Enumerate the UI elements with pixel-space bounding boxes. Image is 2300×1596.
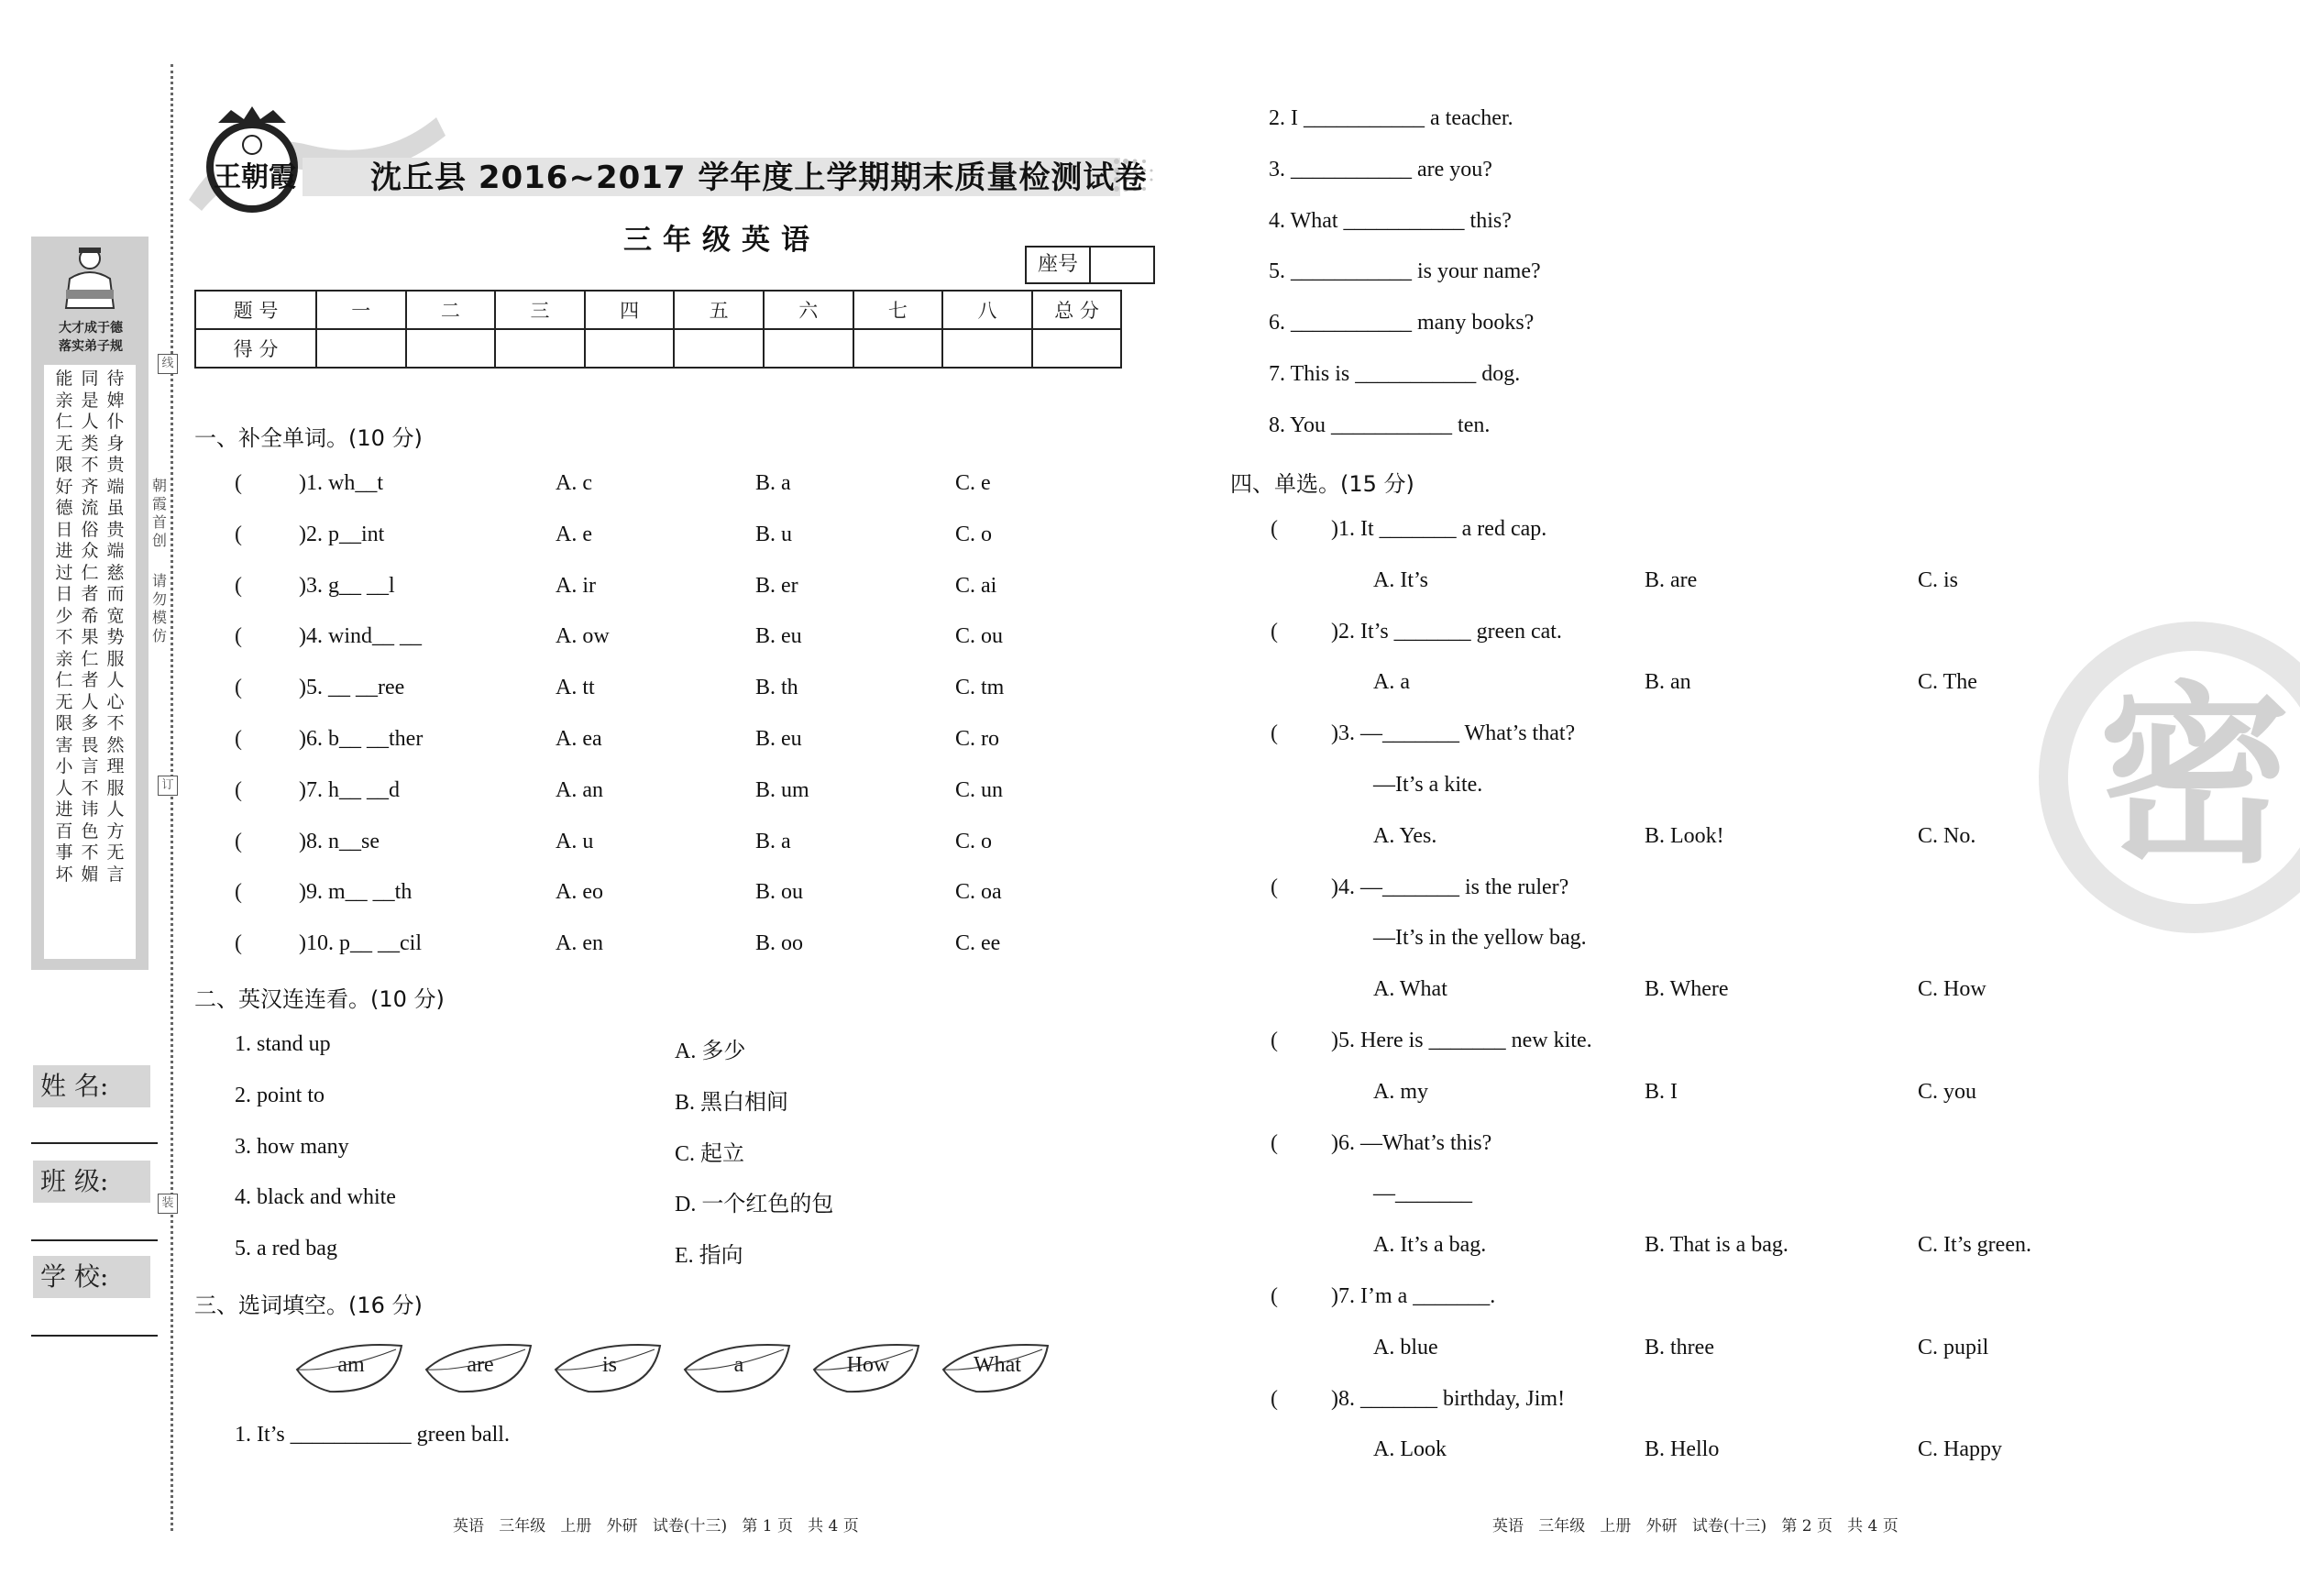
fill-item: 7. This is ___________ dog. bbox=[1269, 362, 1521, 386]
question-text: )3. g__ __l bbox=[299, 573, 395, 598]
option-c: C. oa bbox=[955, 880, 1002, 905]
answer-bracket[interactable]: ( bbox=[235, 727, 242, 751]
fill-item: 3. ___________ are you? bbox=[1269, 157, 1492, 182]
score-table-header-row bbox=[195, 291, 1121, 329]
score-header-cell: 一 bbox=[316, 291, 406, 329]
stamp-char: 密 bbox=[2097, 665, 2292, 889]
word-leaf bbox=[552, 1338, 666, 1397]
seat-number-label: 座号 bbox=[1027, 248, 1091, 282]
option-c: C. No. bbox=[1918, 823, 1976, 848]
option-c: C. Happy bbox=[1918, 1437, 2002, 1462]
word-leaf bbox=[293, 1338, 407, 1397]
question-text: )7. I’m a _______. bbox=[1331, 1284, 1496, 1308]
cut-mark-bind: 订 bbox=[158, 776, 178, 796]
fill-item: 5. ___________ is your name? bbox=[1269, 259, 1541, 284]
exam-subtitle: 三年级英语 bbox=[623, 224, 820, 257]
option-c: C. you bbox=[1918, 1079, 1977, 1104]
cut-mark-install: 装 bbox=[158, 1194, 178, 1214]
option-a: A. What bbox=[1373, 977, 1447, 1002]
answer-bracket[interactable]: ( bbox=[1271, 1284, 1278, 1308]
question-text: )8. _______ birthday, Jim! bbox=[1331, 1386, 1566, 1411]
motto-title bbox=[37, 319, 145, 356]
answer-bracket[interactable]: ( bbox=[235, 573, 242, 598]
answer-bracket[interactable]: ( bbox=[1271, 875, 1278, 899]
match-right-item: E. 指向 bbox=[675, 1244, 743, 1269]
option-b: B. an bbox=[1645, 670, 1691, 695]
score-cell[interactable] bbox=[674, 329, 764, 368]
question-text: )6. —What’s this? bbox=[1331, 1130, 1492, 1155]
question-text: )3. —_______ What’s that? bbox=[1331, 721, 1576, 746]
logo-text: 王朝霞 bbox=[214, 161, 296, 193]
option-c: C. pupil bbox=[1918, 1335, 1989, 1359]
answer-bracket[interactable]: ( bbox=[1271, 619, 1278, 644]
score-cell[interactable] bbox=[942, 329, 1032, 368]
option-b: B. a bbox=[755, 471, 791, 495]
score-cell[interactable] bbox=[764, 329, 853, 368]
match-left-item: 3. how many bbox=[235, 1134, 349, 1159]
option-b: B. Hello bbox=[1645, 1437, 1720, 1462]
option-a: A. an bbox=[556, 777, 603, 802]
option-b: B. I bbox=[1645, 1079, 1678, 1104]
option-c: C. How bbox=[1918, 977, 1986, 1002]
option-c: C. It’s green. bbox=[1918, 1233, 2031, 1258]
option-c: C. o bbox=[955, 522, 993, 546]
option-b: B. u bbox=[755, 522, 793, 546]
option-b: B. Look! bbox=[1645, 823, 1724, 848]
question-text: )4. —_______ is the ruler? bbox=[1331, 875, 1569, 899]
question-text: )2. It’s _______ green cat. bbox=[1331, 619, 1562, 644]
word-leaf bbox=[423, 1338, 536, 1397]
motto-title-line-1: 大才成于德 bbox=[59, 321, 123, 336]
question-text: )7. h__ __d bbox=[299, 777, 400, 802]
score-header-cell: 总 分 bbox=[1032, 291, 1122, 329]
score-header-cell: 八 bbox=[942, 291, 1032, 329]
score-table bbox=[194, 290, 1122, 369]
option-b: B. oo bbox=[755, 931, 804, 956]
leaf-word: What bbox=[974, 1353, 1021, 1377]
section-3-title: 三、选词填空。(16 分) bbox=[194, 1293, 423, 1318]
class-field[interactable] bbox=[31, 1239, 158, 1241]
motto-column-2: 同是人 类不齐 流俗众 仁者希 果仁者 人多畏 言不讳 色不媚 bbox=[81, 369, 99, 885]
option-c: C. ou bbox=[955, 624, 1004, 649]
option-b: B. um bbox=[755, 777, 809, 802]
section-4-title: 四、单选。(15 分) bbox=[1230, 471, 1414, 497]
score-header-cell: 三 bbox=[495, 291, 585, 329]
option-b: B. ou bbox=[755, 880, 804, 905]
match-right-item: D. 一个红色的包 bbox=[675, 1193, 834, 1217]
option-c: C. o bbox=[955, 829, 993, 853]
question-text: )4. wind__ __ bbox=[299, 624, 422, 649]
question-text: )5. __ __ree bbox=[299, 676, 405, 700]
motto-column-1: 能亲仁 无限好 德日进 过日少 不亲仁 无限害 小人进 百事坏 bbox=[55, 369, 73, 885]
option-b: B. Where bbox=[1645, 977, 1729, 1002]
vertical-note-1: 朝霞首创 bbox=[151, 477, 167, 549]
option-a: A. blue bbox=[1373, 1335, 1438, 1359]
option-c: C. ee bbox=[955, 931, 1001, 956]
score-header-cell: 五 bbox=[674, 291, 764, 329]
match-left-item: 1. stand up bbox=[235, 1032, 331, 1056]
score-header-cell: 题 号 bbox=[195, 291, 316, 329]
option-a: A. Look bbox=[1373, 1437, 1447, 1462]
leaf-word: is bbox=[601, 1353, 617, 1377]
question-text: )8. n__se bbox=[299, 829, 380, 853]
motto-title-line-2: 落实弟子规 bbox=[59, 339, 123, 354]
option-c: C. The bbox=[1918, 670, 1977, 695]
score-cell[interactable] bbox=[316, 329, 406, 368]
answer-bracket[interactable]: ( bbox=[235, 522, 242, 546]
seat-number-box bbox=[1025, 246, 1155, 284]
leaf-word: am bbox=[337, 1353, 365, 1377]
option-b: B. are bbox=[1645, 567, 1698, 592]
leaf-word: How bbox=[846, 1353, 890, 1377]
option-a: A. u bbox=[556, 829, 594, 853]
score-row-label: 得 分 bbox=[195, 329, 316, 368]
exam-title: 沈丘县 2016~2017 学年度上学期期末质量检测试卷 bbox=[370, 160, 1148, 196]
option-a: A. a bbox=[1373, 670, 1410, 695]
option-a: A. ow bbox=[556, 624, 610, 649]
binding-dotted-line bbox=[171, 64, 173, 1531]
option-a: A. c bbox=[556, 471, 592, 495]
option-b: B. three bbox=[1645, 1335, 1714, 1359]
score-header-cell: 四 bbox=[585, 291, 675, 329]
question-dialogue-line: —It’s a kite. bbox=[1373, 773, 1483, 797]
leaf-word: a bbox=[733, 1353, 744, 1377]
name-label: 姓 名: bbox=[33, 1065, 150, 1107]
answer-bracket[interactable]: ( bbox=[235, 624, 242, 649]
option-a: A. It’s bbox=[1373, 567, 1428, 592]
option-b: B. eu bbox=[755, 624, 802, 649]
question-dialogue-line: —It’s in the yellow bag. bbox=[1373, 926, 1587, 951]
option-a: A. ea bbox=[556, 727, 602, 751]
class-label: 班 级: bbox=[33, 1161, 150, 1203]
option-c: C. e bbox=[955, 471, 991, 495]
match-left-item: 4. black and white bbox=[235, 1185, 396, 1210]
question-dialogue-line: —_______ bbox=[1373, 1182, 1472, 1206]
school-label: 学 校: bbox=[33, 1256, 150, 1298]
question-text: )6. b__ __ther bbox=[299, 727, 424, 751]
question-text: )1. wh__t bbox=[299, 471, 383, 495]
score-cell[interactable] bbox=[406, 329, 496, 368]
match-right-item: B. 黑白相间 bbox=[675, 1090, 789, 1115]
secret-stamp bbox=[2024, 612, 2300, 942]
question-text: )10. p__ __cil bbox=[299, 931, 422, 956]
footer-page-1: 英语 三年级 上册 外研 试卷(十三) 第 1 页 共 4 页 bbox=[453, 1517, 859, 1535]
word-leaf bbox=[810, 1338, 924, 1397]
answer-bracket[interactable]: ( bbox=[235, 829, 242, 853]
answer-bracket[interactable]: ( bbox=[235, 931, 242, 956]
option-c: C. is bbox=[1918, 567, 1959, 592]
match-left-item: 5. a red bag bbox=[235, 1237, 337, 1261]
option-c: C. tm bbox=[955, 676, 1005, 700]
school-field[interactable] bbox=[31, 1335, 158, 1337]
answer-bracket[interactable]: ( bbox=[1271, 721, 1278, 746]
word-leaf bbox=[940, 1338, 1053, 1397]
option-b: B. er bbox=[755, 573, 798, 598]
score-table-score-row bbox=[195, 329, 1121, 368]
fill-item: 4. What ___________ this? bbox=[1269, 208, 1512, 233]
vertical-note-2: 请勿模仿 bbox=[151, 572, 167, 644]
section-1-title: 一、补全单词。(10 分) bbox=[194, 425, 423, 451]
score-cell[interactable] bbox=[585, 329, 675, 368]
option-a: A. It’s a bag. bbox=[1373, 1233, 1487, 1258]
option-a: A. ir bbox=[556, 573, 596, 598]
question-text: )9. m__ __th bbox=[299, 880, 413, 905]
cut-mark-line: 线 bbox=[158, 354, 178, 374]
name-field[interactable] bbox=[31, 1142, 158, 1144]
section-2-title: 二、英汉连连看。(10 分) bbox=[194, 986, 445, 1012]
score-cell[interactable] bbox=[853, 329, 943, 368]
answer-bracket[interactable]: ( bbox=[1271, 517, 1278, 541]
fill-item-1: 1. It’s ___________ green ball. bbox=[235, 1423, 510, 1447]
motto-column-3: 待婢仆 身贵端 虽贵端 慈而宽 势服人 心不然 理服人 方无言 bbox=[106, 369, 125, 885]
answer-bracket[interactable]: ( bbox=[235, 777, 242, 802]
question-text: )1. It _______ a red cap. bbox=[1331, 517, 1547, 541]
score-cell[interactable] bbox=[1032, 329, 1122, 368]
match-right-item: C. 起立 bbox=[675, 1141, 745, 1166]
option-b: B. That is a bag. bbox=[1645, 1233, 1788, 1258]
fill-item: 6. ___________ many books? bbox=[1269, 311, 1535, 336]
word-leaf bbox=[681, 1338, 795, 1397]
option-c: C. ai bbox=[955, 573, 997, 598]
option-b: B. th bbox=[755, 676, 798, 700]
answer-bracket[interactable]: ( bbox=[235, 880, 242, 905]
seat-number-field[interactable] bbox=[1091, 248, 1153, 282]
score-cell[interactable] bbox=[495, 329, 585, 368]
option-b: B. a bbox=[755, 829, 791, 853]
match-left-item: 2. point to bbox=[235, 1083, 325, 1107]
answer-bracket[interactable]: ( bbox=[235, 471, 242, 495]
score-header-cell: 六 bbox=[764, 291, 853, 329]
answer-bracket[interactable]: ( bbox=[235, 676, 242, 700]
score-header-cell: 七 bbox=[853, 291, 943, 329]
answer-bracket[interactable]: ( bbox=[1271, 1130, 1278, 1155]
option-a: A. Yes. bbox=[1373, 823, 1437, 848]
score-header-cell: 二 bbox=[406, 291, 496, 329]
option-a: A. my bbox=[1373, 1079, 1428, 1104]
answer-bracket[interactable]: ( bbox=[1271, 1029, 1278, 1052]
leaf-word: are bbox=[467, 1353, 494, 1377]
question-text: )2. p__int bbox=[299, 522, 385, 546]
option-a: A. en bbox=[556, 931, 603, 956]
option-a: A. tt bbox=[556, 676, 595, 700]
option-b: B. eu bbox=[755, 727, 802, 751]
question-text: )5. Here is _______ new kite. bbox=[1331, 1029, 1592, 1052]
match-right-item: A. 多少 bbox=[675, 1040, 746, 1063]
option-a: A. eo bbox=[556, 880, 603, 905]
option-c: C. un bbox=[955, 777, 1004, 802]
fill-item: 2. I ___________ a teacher. bbox=[1269, 106, 1513, 130]
option-c: C. ro bbox=[955, 727, 999, 751]
answer-bracket[interactable]: ( bbox=[1271, 1386, 1278, 1411]
scholar-figure-icon bbox=[53, 242, 127, 315]
option-a: A. e bbox=[556, 522, 592, 546]
footer-page-2: 英语 三年级 上册 外研 试卷(十三) 第 2 页 共 4 页 bbox=[1492, 1517, 1898, 1535]
fill-item: 8. You ___________ ten. bbox=[1269, 413, 1491, 437]
